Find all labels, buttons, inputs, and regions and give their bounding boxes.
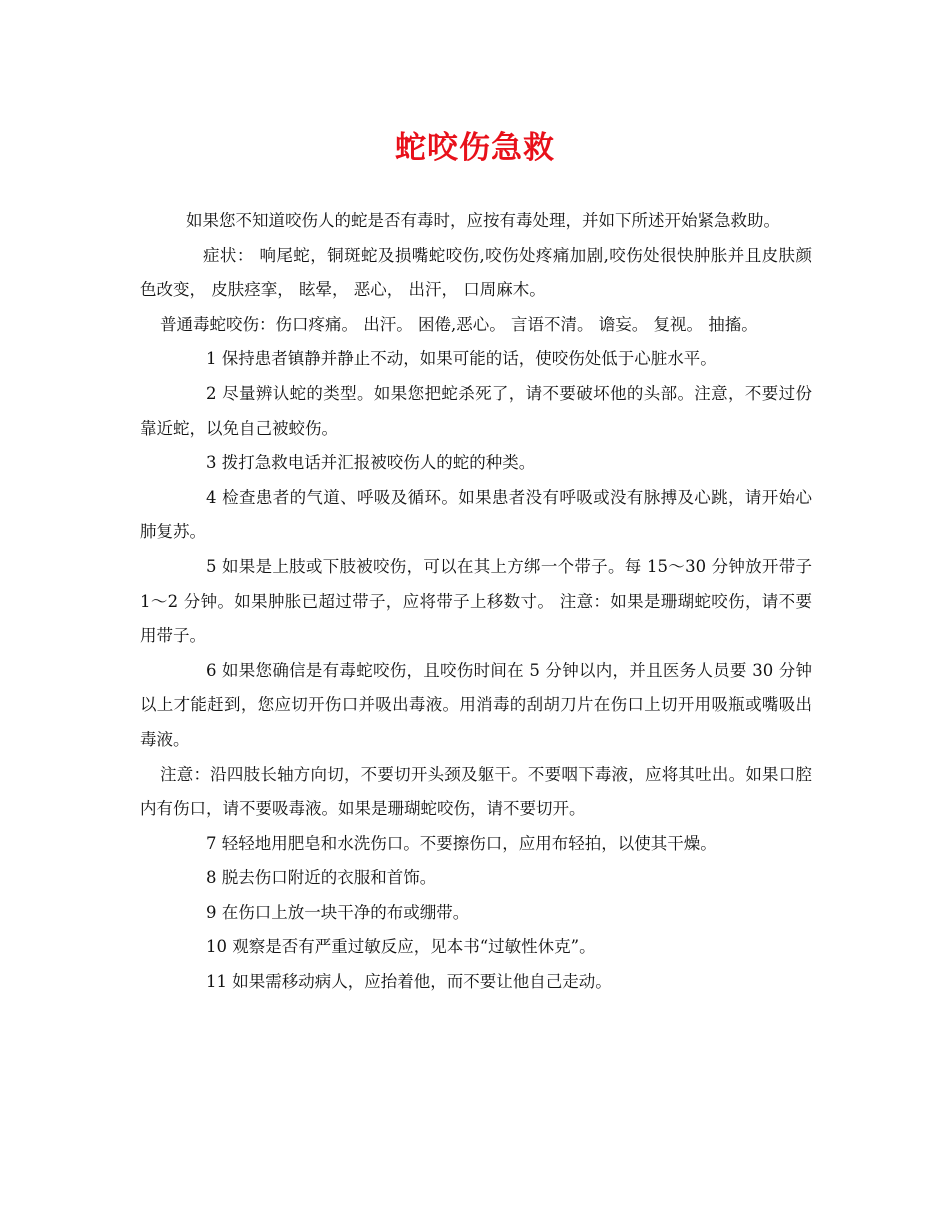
symptoms-paragraph: 症状： 响尾蛇，铜斑蛇及损嘴蛇咬伤,咬伤处疼痛加剧,咬伤处很快肿胀并且皮肤颜色改变， 皮肤痉挛， 眩晕， 恶心， 出汗， 口周麻木。 — [140, 245, 812, 300]
step-4: 4 检查患者的气道、呼吸及循环。如果患者没有呼吸或没有脉搏及心跳，请开始心肺复苏。 — [140, 487, 812, 542]
step-7: 7 轻轻地用肥皂和水洗伤口。不要擦伤口，应用布轻拍，以使其干燥。 — [206, 833, 717, 853]
caution-paragraph: 注意：沿四肢长轴方向切，不要切开头颈及躯干。不要咽下毒液，应将其吐出。如果口腔内有伤口，请不要吸毒液。如果是珊瑚蛇咬伤，请不要切开。 — [140, 764, 812, 819]
step-3: 3 拨打急救电话并汇报被咬伤人的蛇的种类。 — [206, 453, 536, 473]
step-2: 2 尽量辨认蛇的类型。如果您把蛇杀死了，请不要破坏他的头部。注意，不要过份靠近蛇，以免自己被蛟伤。 — [140, 383, 812, 438]
step-6: 6 如果您确信是有毒蛇咬伤，且咬伤时间在 5 分钟以内，并且医务人员要 30 分钟以上才能赶到，您应切开伤口并吸出毒液。用消毒的刮胡刀片在伤口上切开用吸瓶或嘴吸出毒液。 — [140, 660, 812, 749]
document-body — [140, 204, 812, 1000]
step-9: 9 在伤口上放一块干净的布或绷带。 — [206, 902, 470, 922]
page-title: 蛇咬伤急救 — [395, 130, 555, 166]
step-11: 11 如果需移动病人，应抬着他，而不要让他自己走动。 — [206, 972, 612, 992]
step-1: 1 保持患者镇静并静止不动，如果可能的话，使咬伤处低于心脏水平。 — [206, 349, 717, 369]
step-8: 8 脱去伤口附近的衣服和首饰。 — [206, 868, 437, 888]
step-10: 10 观察是否有严重过敏反应，见本书“过敏性休克”。 — [206, 937, 596, 957]
step-5: 5 如果是上肢或下肢被咬伤，可以在其上方绑一个带子。每 15～30 分钟放开带子 1～2 分钟。如果肿胀已超过带子，应将带子上移数寸。 注意：如果是珊瑚蛇咬伤，请不要用带子。 — [140, 556, 812, 646]
common-bite-paragraph: 普通毒蛇咬伤：伤口疼痛。 出汗。 困倦,恶心。 言语不清。 谵妄。 复视。 抽搐。 — [160, 314, 758, 334]
intro-paragraph: 如果您不知道咬伤人的蛇是否有毒时，应按有毒处理，并如下所述开始紧急救助。 — [186, 211, 780, 230]
